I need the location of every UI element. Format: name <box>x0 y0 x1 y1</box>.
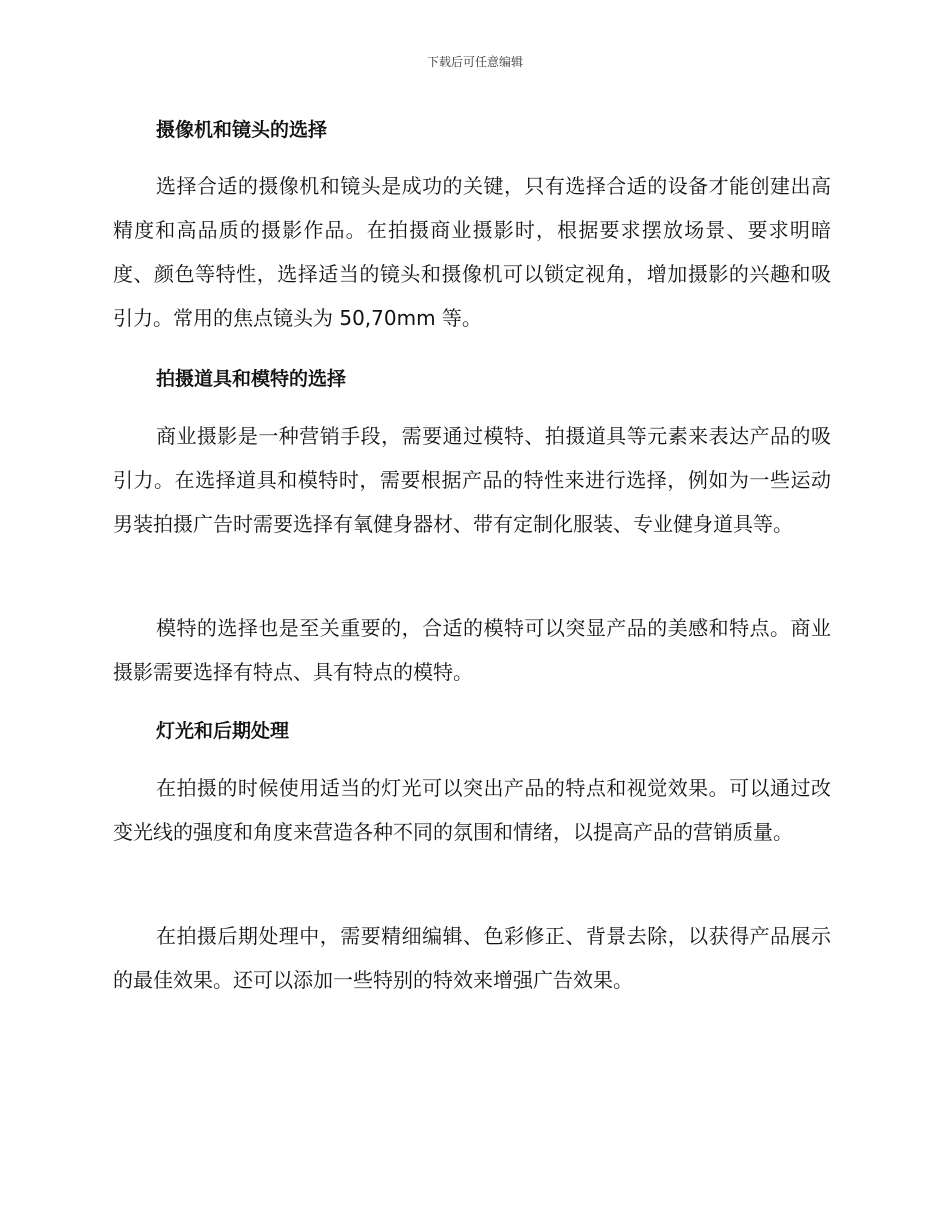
paragraph-lighting: 在拍摄的时候使用适当的灯光可以突出产品的特点和视觉效果。可以通过改变光线的强度和角度来营造各种不同的氛围和情绪，以提高产品的营销质量。 <box>113 776 831 844</box>
section-heading-camera-lens: 摄像机和镜头的选择 <box>156 119 328 141</box>
paragraph-camera-lens: 选择合适的摄像机和镜头是成功的关键，只有选择合适的设备才能创建出高精度和高品质的摄影作品。在拍摄商业摄影时，根据要求摆放场景、要求明暗度、颜色等特性，选择适当的镜头和摄像机可以锁定视角，增加摄影的兴趣和吸引力。常用的焦点镜头为 50,70mm 等。 <box>113 174 831 330</box>
paragraph-props-models: 商业摄影是一种营销手段，需要通过模特、拍摄道具等元素来表达产品的吸引力。在选择道具和模特时，需要根据产品的特性来进行选择，例如为一些运动男装拍摄广告时需要选择有氧健身器材、带有定制化服装、专业健身道具等。 <box>113 424 831 536</box>
section-heading-lighting-post: 灯光和后期处理 <box>156 720 290 742</box>
section-heading-props-models: 拍摄道具和模特的选择 <box>156 368 347 390</box>
page-header: 下载后可任意编辑 <box>426 55 523 69</box>
paragraph-post-processing: 在拍摄后期处理中，需要精细编辑、色彩修正、背景去除，以获得产品展示的最佳效果。还可以添加一些特别的特效来增强广告效果。 <box>113 924 831 992</box>
paragraph-model-selection: 模特的选择也是至关重要的，合适的模特可以突显产品的美感和特点。商业摄影需要选择有特点、具有特点的模特。 <box>113 616 831 684</box>
